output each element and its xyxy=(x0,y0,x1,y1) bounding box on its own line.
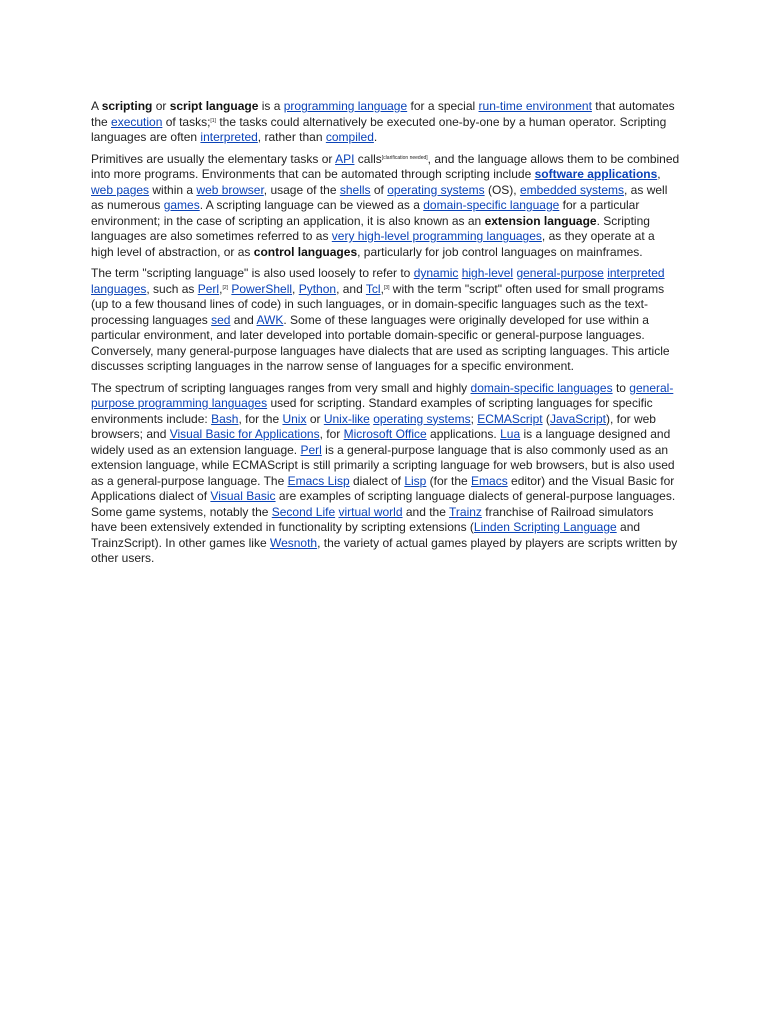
link-perl[interactable]: Perl xyxy=(197,281,220,296)
text-run: and xyxy=(230,312,257,327)
text-run: The spectrum of scripting languages ranges from very small and highly xyxy=(91,380,471,395)
link-interpreted-languages[interactable]: interpreted languages xyxy=(91,266,665,296)
link-software-applications[interactable]: software applications xyxy=(534,167,658,181)
text-run: or xyxy=(306,411,324,426)
text-run: dialect of xyxy=(349,473,405,488)
text-run: is a language designed and widely used as an extension language. xyxy=(91,427,671,457)
text-run: , for xyxy=(319,427,344,441)
text-run: A xyxy=(91,99,102,113)
link-general-purpose-programming-languages[interactable]: general-purpose programming languages xyxy=(91,380,674,410)
text-run: of xyxy=(370,182,388,197)
text-run: , and the language allows them to be combined into more programs. Environments that can be automated through scripting include xyxy=(91,151,680,181)
text-run: ), for web browsers; and xyxy=(91,411,656,441)
link-powershell[interactable]: PowerShell xyxy=(231,281,293,296)
text-run: within a xyxy=(149,182,197,197)
link-interpreted[interactable]: interpreted xyxy=(200,130,258,144)
text-run: . xyxy=(373,130,378,144)
text-run: editor) and the Visual Basic for Applications dialect of xyxy=(91,473,675,503)
paragraph-spectrum xyxy=(91,381,680,567)
text-run: for a particular environment; in the case of scripting an application, it is also known as an xyxy=(91,198,640,228)
link-programming-language[interactable]: programming language xyxy=(283,99,408,113)
link-unix-like[interactable]: Unix-like xyxy=(323,411,370,426)
link-awk[interactable]: AWK xyxy=(256,312,284,327)
link-shells[interactable]: shells xyxy=(339,182,371,197)
text-run: , the variety of actual games played by players are scripts written by other users. xyxy=(91,535,678,565)
text-run: applications. xyxy=(426,427,501,441)
link-second-life[interactable]: Second Life xyxy=(271,504,336,519)
link-emacs[interactable]: Emacs xyxy=(471,473,508,488)
link-visual-basic-for-applications[interactable]: Visual Basic for Applications xyxy=(169,427,320,441)
text-run: is a xyxy=(258,99,284,113)
link-operating-systems[interactable]: operating systems xyxy=(373,411,471,426)
link-unix[interactable]: Unix xyxy=(282,411,307,426)
text-run: is a general-purpose language that is also commonly used as an extension language, while ECMAScript is still primarily a scripting language for web browsers, but is also used as a general-purpose language. The xyxy=(91,442,675,488)
link-wesnoth[interactable]: Wesnoth xyxy=(269,535,318,550)
text-run: , rather than xyxy=(257,130,326,144)
text-run: or xyxy=(152,99,170,113)
text-run: used for scripting. Standard examples of scripting languages for specific environments include: xyxy=(91,396,653,426)
text-run: and TrainzScript). In other games like xyxy=(91,520,641,550)
text-run: (OS), xyxy=(484,182,520,197)
link-operating-systems[interactable]: operating systems xyxy=(387,182,485,197)
text-run: , xyxy=(657,167,661,181)
link-emacs-lisp[interactable]: Emacs Lisp xyxy=(287,473,350,488)
citation-marker[interactable]: [3] xyxy=(383,284,390,291)
paragraph-intro xyxy=(91,99,680,146)
link-general-purpose[interactable]: general-purpose xyxy=(516,266,604,280)
text-run: ( xyxy=(542,411,550,426)
link-tcl[interactable]: Tcl xyxy=(365,281,381,296)
link-web-pages[interactable]: web pages xyxy=(91,182,150,197)
text-run: of tasks; xyxy=(162,114,211,129)
text-run: ; xyxy=(470,411,478,426)
link-web-browser[interactable]: web browser xyxy=(196,182,264,197)
text-run: , usage of the xyxy=(263,182,340,197)
text-run: , as they operate at a high level of abstraction, or as xyxy=(91,229,655,259)
link-python[interactable]: Python xyxy=(298,281,337,296)
text-run: to xyxy=(612,380,630,395)
bold-term-extension-language: extension language xyxy=(484,213,597,228)
text-run: for a special xyxy=(407,99,479,113)
link-lua[interactable]: Lua xyxy=(500,427,521,441)
link-domain-specific-languages[interactable]: domain-specific languages xyxy=(470,380,613,395)
link-dynamic[interactable]: dynamic xyxy=(413,266,459,280)
link-execution[interactable]: execution xyxy=(111,114,163,129)
paragraph-primitives xyxy=(91,152,680,261)
text-run: (for the xyxy=(426,473,472,488)
citation-marker[interactable]: [1] xyxy=(210,117,216,124)
bold-term-control-languages: control languages xyxy=(253,244,358,259)
text-run: franchise of Railroad simulators have been extensively extended in functionality by scripting extensions ( xyxy=(91,504,654,534)
citation-marker[interactable]: [clarification needed] xyxy=(381,154,428,161)
link-domain-specific-language[interactable]: domain-specific language xyxy=(423,198,560,212)
citation-marker[interactable]: [2] xyxy=(222,284,228,291)
text-run: Primitives are usually the elementary tasks or xyxy=(91,151,336,166)
text-run: are examples of scripting language dialects of general-purpose languages. Some game systems, notably the xyxy=(91,489,676,519)
text-run: that automates the xyxy=(91,99,675,129)
link-games[interactable]: games xyxy=(163,198,200,212)
link-microsoft-office[interactable]: Microsoft Office xyxy=(343,427,427,441)
text-run: and the xyxy=(402,504,450,519)
link-trainz[interactable]: Trainz xyxy=(449,504,482,519)
paragraph-term xyxy=(91,266,680,375)
link-virtual-world[interactable]: virtual world xyxy=(338,504,403,519)
text-run: . A scripting language can be viewed as a xyxy=(199,198,424,212)
text-run: , xyxy=(219,281,223,296)
link-ecmascript[interactable]: ECMAScript xyxy=(477,411,543,426)
link-api[interactable]: API xyxy=(335,151,355,166)
link-run-time-environment[interactable]: run-time environment xyxy=(478,99,592,113)
text-run: , and xyxy=(336,281,366,296)
link-lisp[interactable]: Lisp xyxy=(404,473,427,488)
text-run: , for the xyxy=(238,411,283,426)
link-visual-basic[interactable]: Visual Basic xyxy=(210,489,276,503)
text-run: , as well as numerous xyxy=(91,182,668,212)
link-javascript[interactable]: JavaScript xyxy=(549,411,606,426)
link-embedded-systems[interactable]: embedded systems xyxy=(519,182,625,197)
text-run: the tasks could alternatively be executed one-by-one by a human operator. Scripting languages are often xyxy=(91,114,667,144)
link-perl[interactable]: Perl xyxy=(300,442,322,457)
bold-term-script-language: script language xyxy=(169,99,259,113)
text-run: , xyxy=(380,281,384,296)
link-compiled[interactable]: compiled xyxy=(325,130,374,144)
link-linden-scripting-language[interactable]: Linden Scripting Language xyxy=(473,520,617,534)
text-run: with the term "script" often used for small programs (up to a few thousand lines of code) in such languages, or in domain-specific languages such as the text-processing languages xyxy=(91,281,665,327)
text-run: , xyxy=(292,281,299,296)
link-high-level[interactable]: high-level xyxy=(461,266,514,280)
text-run: , particularly for job control languages on mainframes. xyxy=(357,244,643,259)
link-sed[interactable]: sed xyxy=(211,312,231,327)
bold-term-scripting: scripting xyxy=(101,99,153,113)
text-run: . Some of these languages were originally developed for use within a particular environment, and later developed into portable domain-specific or general-purpose languages. Conversely, many general-purpose languages have dialects that are used as scripting languages. This article discusses scripting languages in the narrow sense of languages for a specific environment. xyxy=(91,312,670,373)
text-run: The term "scripting language" is also used loosely to refer to xyxy=(91,266,414,280)
text-run: calls xyxy=(354,151,382,166)
link-very-high-level-programming-languages[interactable]: very high-level programming languages xyxy=(331,229,542,243)
text-run: , such as xyxy=(146,281,198,296)
link-bash[interactable]: Bash xyxy=(211,411,239,426)
text-run: . Scripting languages are also sometimes referred to as xyxy=(91,213,650,243)
article-body xyxy=(91,99,680,573)
